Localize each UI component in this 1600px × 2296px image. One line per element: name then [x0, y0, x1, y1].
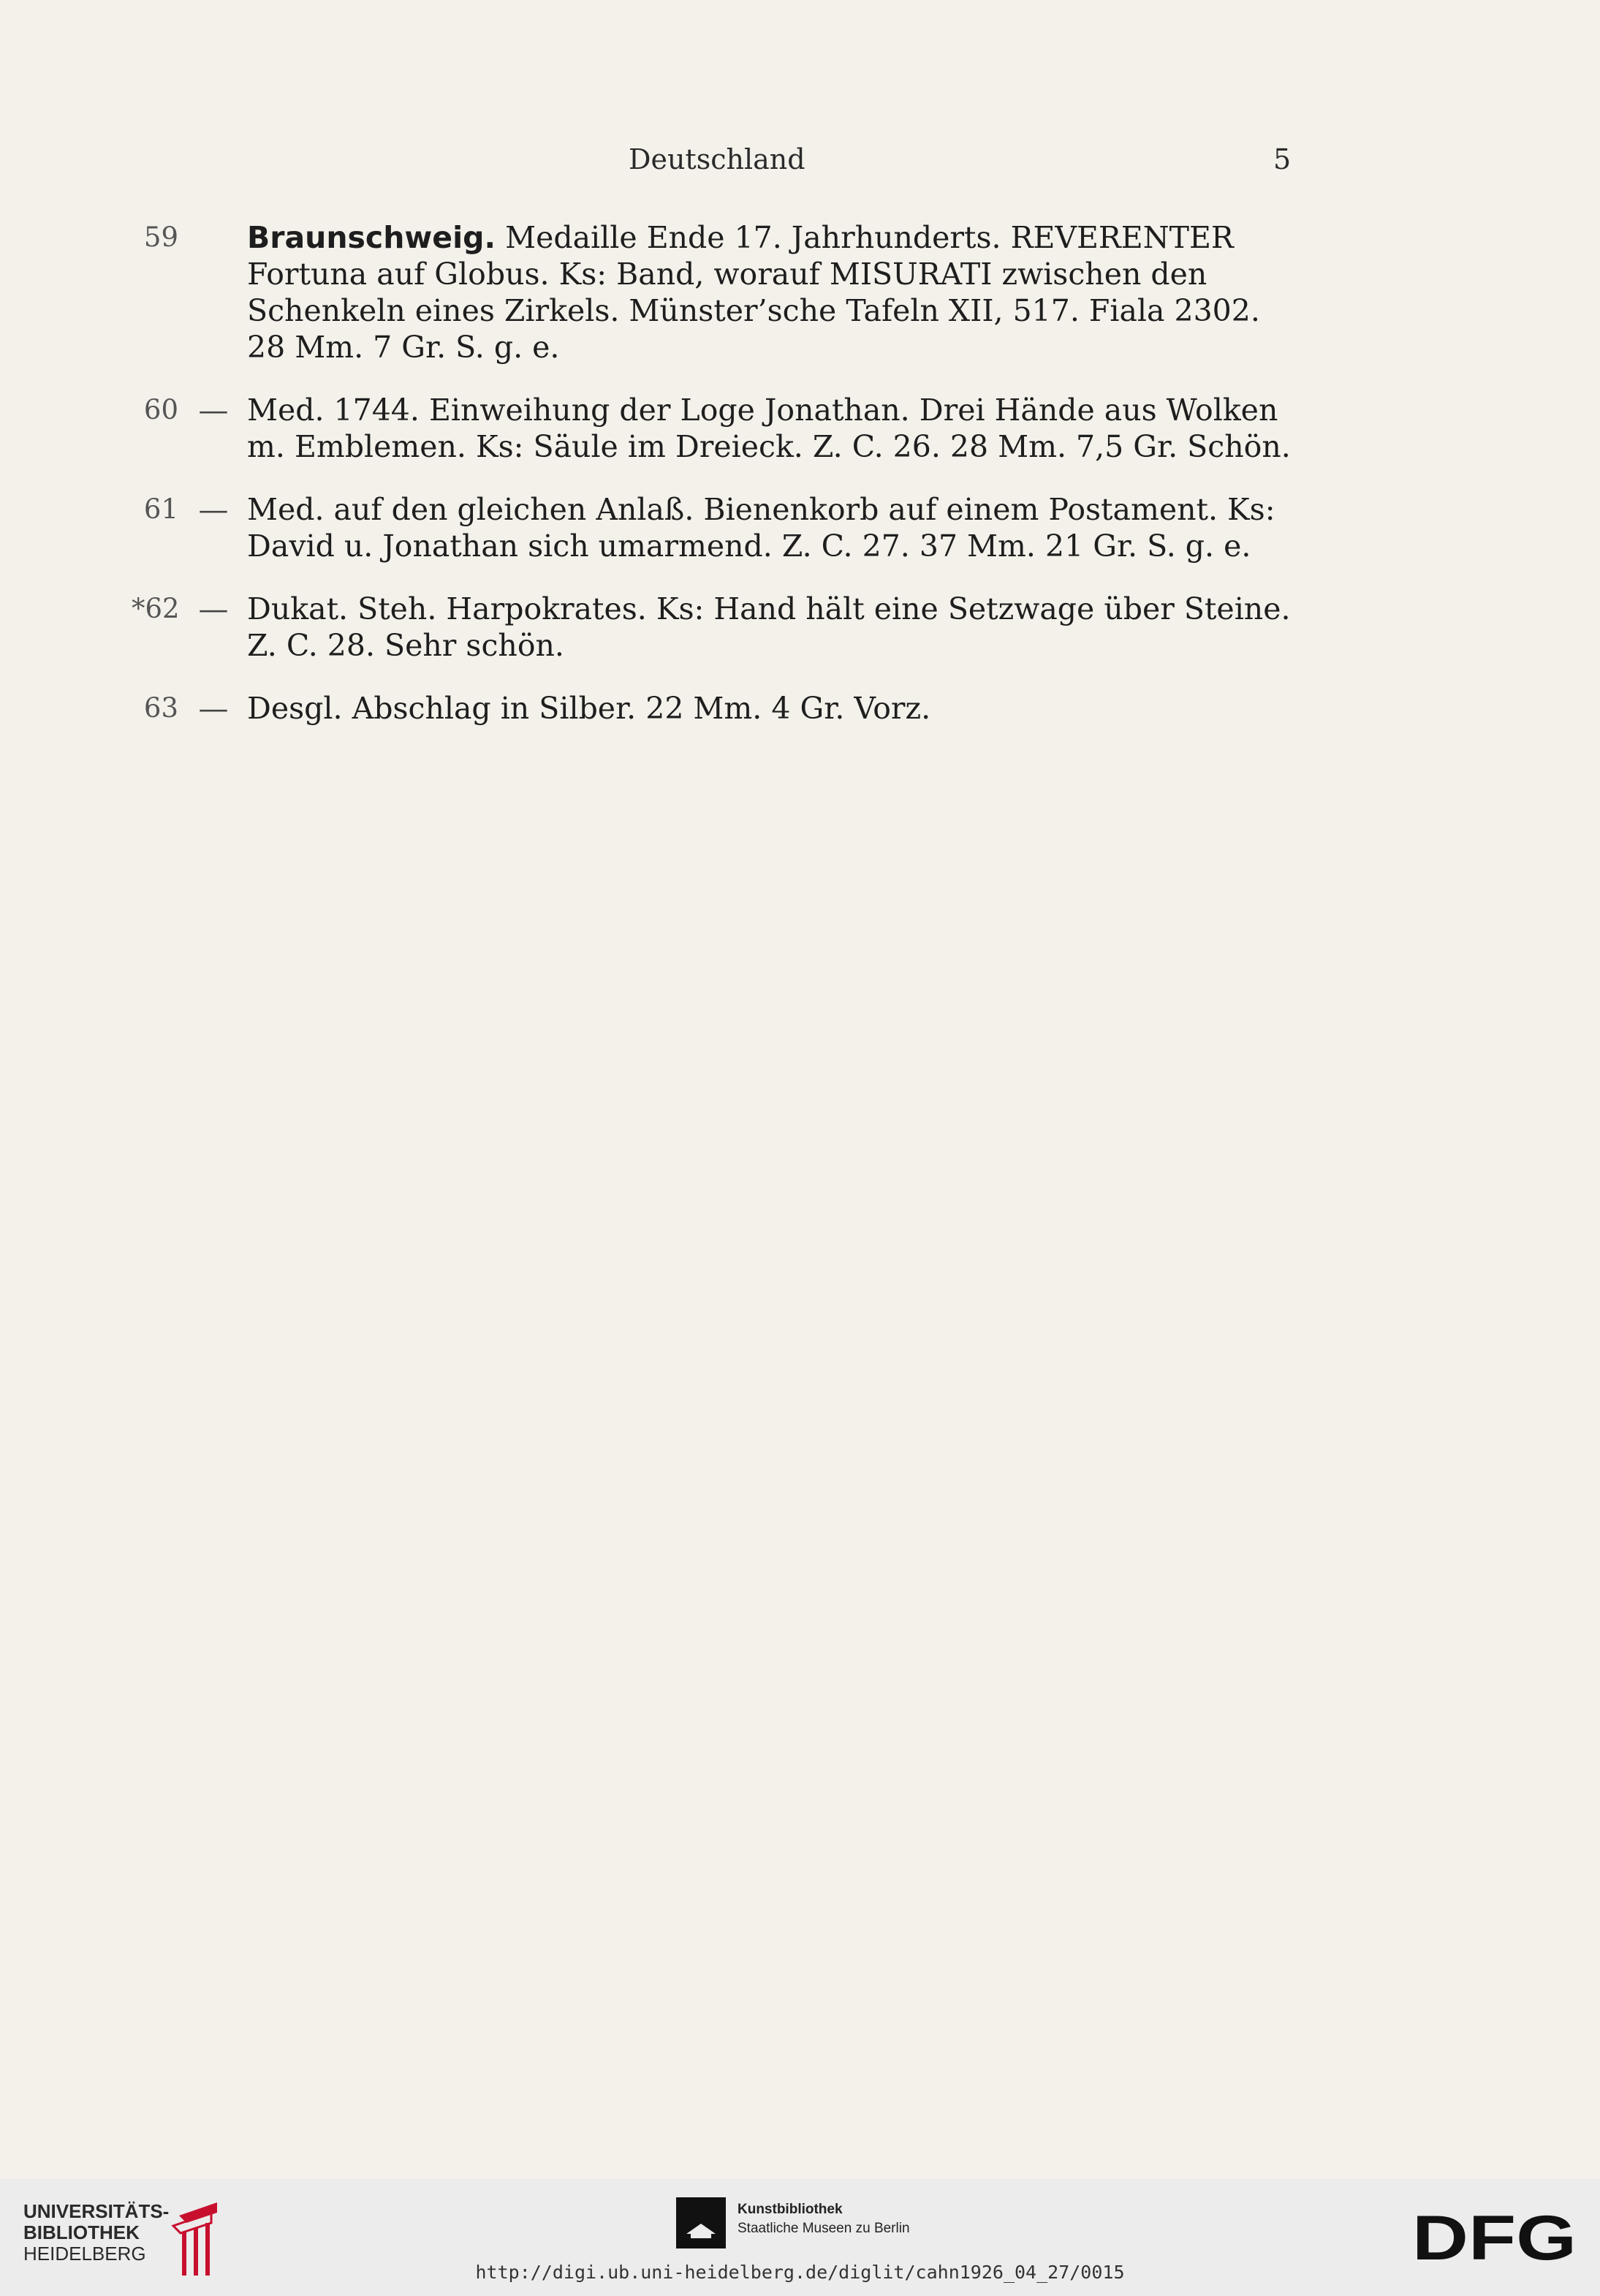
entry-number: 63 — [143, 692, 178, 724]
kunstbibliothek-name: Kunstbibliothek Staatliche Museen zu Berlin — [738, 2202, 910, 2236]
running-header — [0, 143, 1600, 187]
kunstbibliothek-logo[interactable] — [676, 2197, 968, 2263]
entry-dash: — — [198, 591, 229, 626]
entry-text: Desgl. Abschlag in Silber. 22 Mm. 4 Gr. Vorz. — [247, 691, 931, 726]
entry-number: 59 — [143, 221, 178, 253]
entry-number: 61 — [143, 493, 178, 525]
running-title: Deutschland — [629, 143, 805, 175]
catalogue-entry — [0, 690, 1600, 727]
entry-number: *62 — [132, 593, 180, 624]
kunstbibliothek-icon — [676, 2197, 726, 2248]
entry-dash: — — [198, 393, 229, 428]
catalogue-entries — [0, 219, 1600, 753]
university-library-name: UNIVERSITÄTS- BIBLIOTHEK HEIDELBERG — [23, 2200, 170, 2265]
entry-text: Med. 1744. Einweihung der Loge Jonathan. Drei Hände aus Wolken m. Emblemen. Ks: Säule im Dreieck. Z. C. 26. 28 Mm. 7,5 Gr. Schön. — [247, 393, 1291, 464]
catalogue-entry — [0, 491, 1600, 564]
entry-dash: — — [198, 492, 229, 527]
entry-text — [247, 219, 1300, 365]
page-number: 5 — [1273, 143, 1292, 175]
catalogue-entry — [0, 219, 1600, 365]
entry-text: Med. auf den gleichen Anlaß. Bienenkorb auf einem Postament. Ks: David u. Jonathan sich umarmend. Z. C. 27. 37 Mm. 21 Gr. S. g. e. — [247, 492, 1275, 564]
entry-text: Dukat. Steh. Harpokrates. Ks: Hand hält eine Setzwage über Steine. Z. C. 28. Sehr schön. — [247, 591, 1291, 663]
dfg-wordmark: DFG — [1412, 2208, 1577, 2267]
entry-dash: — — [198, 691, 229, 726]
dfg-logo[interactable] — [1412, 2208, 1577, 2267]
entry-lead: Braunschweig. — [247, 220, 496, 255]
entry-body: Medaille Ende 17. Jahrhunderts. REVERENTER Fortuna auf Globus. Ks: Band, worauf MISURATI zwischen den Schenkeln eines Zirkels. Münster’sche Tafeln XII, 517. Fiala 2302. 28 Mm. 7 Gr. S. g. e. — [247, 220, 1260, 365]
entry-number: 60 — [143, 394, 178, 425]
catalogue-entry — [0, 591, 1600, 664]
permalink-url[interactable]: http://digi.ub.uni-heidelberg.de/diglit/cahn1926_04_27/0015 — [475, 2262, 1125, 2283]
viewer-footer — [0, 2179, 1600, 2296]
catalogue-entry — [0, 392, 1600, 465]
